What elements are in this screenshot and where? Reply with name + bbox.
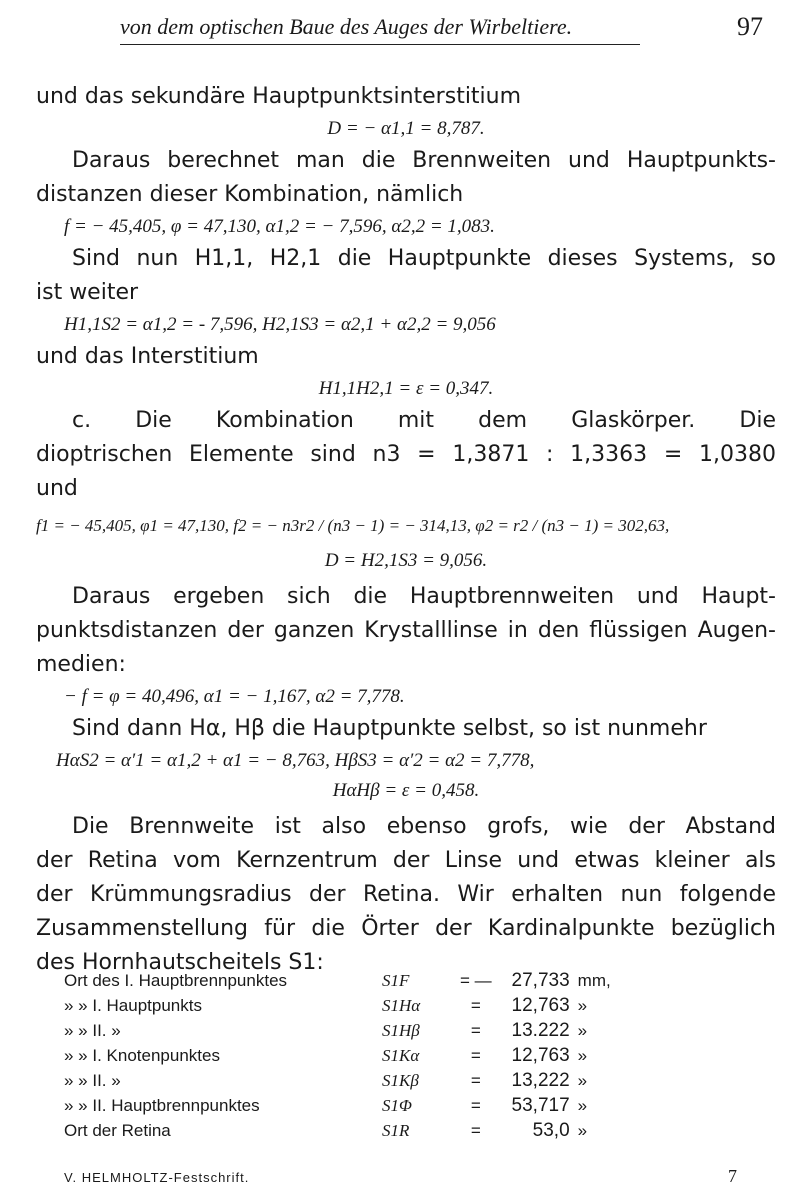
page-body: [36, 80, 776, 980]
row-unit: mm,: [577, 970, 611, 990]
row-unit: »: [577, 1070, 588, 1090]
row-equals: =: [470, 1095, 481, 1115]
row-unit: »: [577, 1020, 588, 1040]
row-label: Ort des I. Hauptbrennpunktes: [64, 970, 288, 990]
row-label: » » II. »: [64, 1070, 121, 1090]
row-equals: =: [470, 1020, 481, 1040]
paragraph-line: distanzen dieser Kombination, nämlich: [36, 182, 464, 207]
paragraph-line: Daraus berechnet man die Brennweiten und Hauptpunkts-: [72, 148, 776, 173]
row-equals: =: [470, 1120, 481, 1140]
section-heading: c. Die Kombination mit dem Glaskörper. Die: [72, 408, 776, 433]
table-row: [60, 1093, 622, 1118]
row-unit: »: [577, 1095, 588, 1115]
row-label: » » I. Knotenpunktes: [64, 1045, 220, 1065]
row-label: » » II. »: [64, 1020, 121, 1040]
row-symbol: S1R: [382, 1120, 410, 1140]
row-equals: =: [470, 1070, 481, 1090]
formula: − f = φ = 40,496, α1 = − 1,167, α2 = 7,778.: [64, 686, 405, 707]
paragraph-line: Daraus ergeben sich die Hauptbrennweiten und Haupt-: [72, 584, 776, 609]
formula: f1 = − 45,405, φ1 = 47,130, f2 = − n3r2 / (n3 − 1) = − 314,13, φ2 = r2 / (n3 − 1) = 302,63,: [36, 516, 670, 535]
signature-mark: 7: [728, 1166, 737, 1186]
running-header: [0, 14, 801, 48]
row-symbol: S1F: [382, 970, 410, 990]
table-row: [60, 968, 622, 993]
row-value: 27,733: [511, 969, 570, 991]
row-equals: = —: [460, 970, 492, 990]
paragraph-line: der Krümmungsradius der Retina. Wir erhalten nun folgende: [36, 882, 776, 907]
row-symbol: S1Kα: [382, 1045, 420, 1065]
row-unit: »: [577, 1120, 588, 1140]
row-label: » » II. Hauptbrennpunktes: [64, 1095, 260, 1115]
row-value: 53,717: [511, 1094, 570, 1116]
row-value: 53,0: [532, 1119, 570, 1141]
paragraph-line: dioptrischen Elemente sind n3 = 1,3871 : 1,3363 = 1,0380: [36, 442, 776, 467]
row-value: 12,763: [511, 994, 570, 1016]
row-symbol: S1Φ: [382, 1095, 412, 1115]
paragraph-line: Sind dann Hα, Hβ die Hauptpunkte selbst, so ist nunmehr: [72, 716, 707, 741]
table-row: [60, 1068, 622, 1093]
row-symbol: S1Hβ: [382, 1020, 420, 1040]
row-unit: »: [577, 1045, 588, 1065]
formula: D = H2,1S3 = 9,056.: [324, 550, 488, 571]
table-row: [60, 993, 622, 1018]
row-symbol: S1Hα: [382, 995, 421, 1015]
header-rule: [120, 44, 640, 45]
paragraph-line: und das sekundäre Hauptpunktsinterstitium: [36, 84, 522, 109]
formula: D = − α1,1 = 8,787.: [327, 118, 485, 139]
table-row: [60, 1043, 622, 1068]
table-row: [60, 1018, 622, 1043]
page-number: 97: [737, 12, 763, 41]
cardinal-points-table: [60, 968, 622, 1143]
footer-source: V. HELMHOLTZ-Festschrift.: [64, 1170, 250, 1185]
row-value: 12,763: [511, 1044, 570, 1066]
row-label: Ort der Retina: [64, 1120, 171, 1140]
paragraph-line: punktsdistanzen der ganzen Krystalllinse in den flüssigen Augen-: [36, 618, 776, 643]
formula: H1,1S2 = α1,2 = - 7,596, H2,1S3 = α2,1 + α2,2 = 9,056: [64, 314, 496, 335]
paragraph-line: und das Interstitium: [36, 344, 259, 369]
paragraph-line: Zusammenstellung für die Örter der Kardinalpunkte bezüglich: [36, 916, 776, 941]
formula: f = − 45,405, φ = 47,130, α1,2 = − 7,596, α2,2 = 1,083.: [64, 216, 495, 237]
row-symbol: S1Kβ: [382, 1070, 419, 1090]
row-equals: =: [470, 995, 481, 1015]
paragraph-line: ist weiter: [36, 280, 139, 305]
row-equals: =: [470, 1045, 481, 1065]
paragraph-line: des Hornhautscheitels S1:: [36, 950, 324, 975]
formula: HαS2 = α′1 = α1,2 + α1 = − 8,763, HβS3 = α′2 = α2 = 7,778,: [56, 750, 535, 771]
running-title: von dem optischen Baue des Auges der Wirbeltiere.: [120, 14, 573, 39]
paragraph-line: Sind nun H1,1, H2,1 die Hauptpunkte dieses Systems, so: [72, 246, 776, 271]
formula: HαHβ = ε = 0,458.: [332, 780, 480, 801]
row-label: » » I. Hauptpunkts: [64, 995, 202, 1015]
table-row: [60, 1118, 622, 1143]
formula: H1,1H2,1 = ε = 0,347.: [318, 378, 494, 399]
paragraph-line: medien:: [36, 652, 126, 677]
row-value: 13,222: [511, 1069, 570, 1091]
row-unit: »: [577, 995, 588, 1015]
paragraph-line: der Retina vom Kernzentrum der Linse und etwas kleiner als: [36, 848, 776, 873]
paragraph-line: und: [36, 476, 78, 501]
row-value: 13.222: [511, 1019, 570, 1041]
paragraph-line: Die Brennweite ist also ebenso grofs, wie der Abstand: [72, 814, 776, 839]
